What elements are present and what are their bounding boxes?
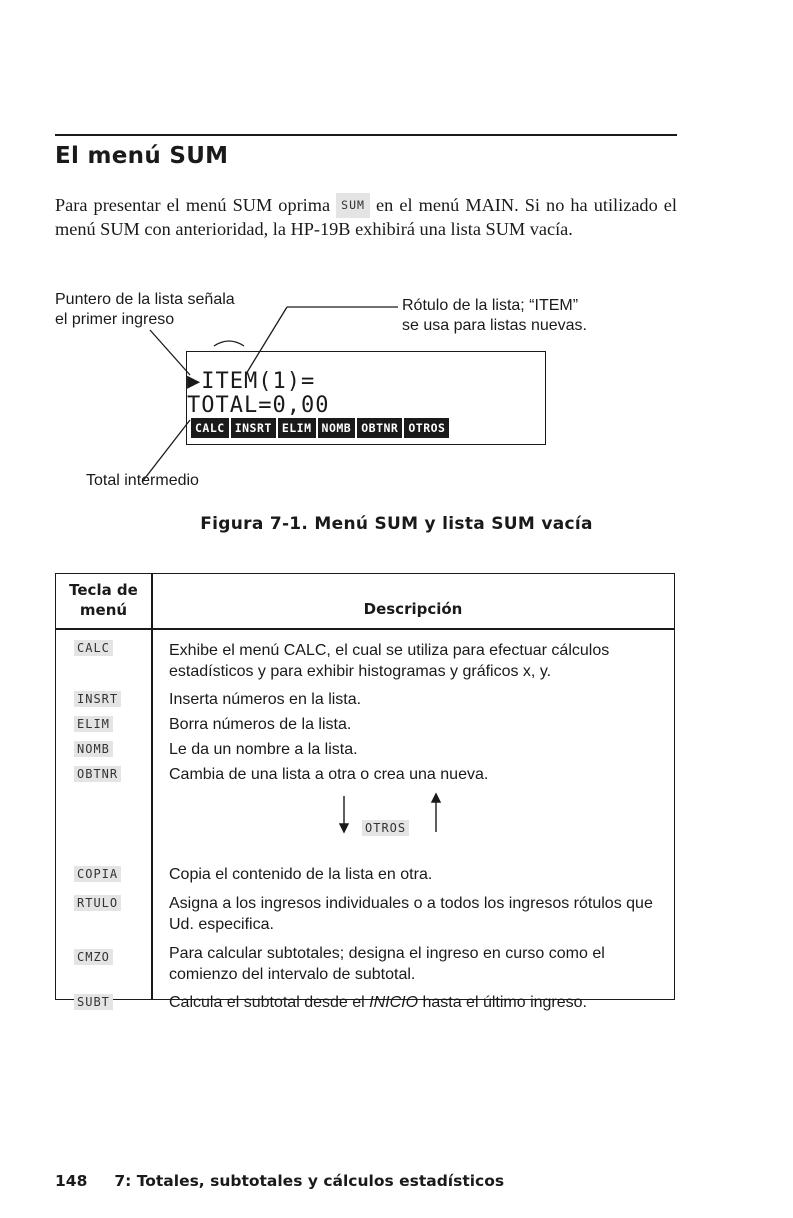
- desc-subt-part1: Calcula el subtotal desde el: [169, 994, 370, 1011]
- key-calc: CALC: [74, 640, 113, 656]
- desc-insrt: Inserta números en la lista.: [169, 691, 362, 708]
- key-cmzo: CMZO: [74, 949, 113, 965]
- title-leader-diagonal: [246, 307, 287, 374]
- sum-key: SUM: [336, 193, 370, 218]
- menu-key-elim[interactable]: ELIM: [278, 418, 316, 438]
- desc-elim: Borra números de la lista.: [169, 716, 352, 733]
- desc-copia: Copia el contenido de la lista en otra.: [169, 866, 433, 883]
- up-arrow-icon: [432, 794, 440, 802]
- intro-text-1: Para presentar el menú SUM oprima: [55, 195, 337, 215]
- page-footer: [55, 1172, 504, 1190]
- key-obtnr: OBTNR: [74, 766, 121, 782]
- desc-nomb: Le da un nombre a la lista.: [169, 741, 358, 758]
- menu-key-table: [55, 573, 675, 1011]
- header-menu-key-line2: menú: [79, 601, 128, 619]
- figure-caption: Figura 7-1. Menú SUM y lista SUM vacía: [200, 514, 593, 534]
- lcd-line-total: TOTAL=0,00: [187, 393, 330, 418]
- desc-cmzo: Para calcular subtotales; designa el ingreso en curso como el comienzo del intervalo de subtotal.: [169, 945, 605, 983]
- key-subt: SUBT: [74, 994, 113, 1010]
- desc-obtnr: Cambia de una lista a otra o crea una nueva.: [169, 766, 489, 783]
- pointer-label-line2: el primer ingreso: [55, 311, 175, 328]
- page-number: 148: [55, 1172, 88, 1190]
- title-brace: [214, 341, 244, 346]
- desc-subt-italic: INICIO: [369, 994, 419, 1011]
- total-leader-line: [142, 420, 190, 482]
- menu-key-otros[interactable]: OTROS: [404, 418, 449, 438]
- chapter-title: 7: Totales, subtotales y cálculos estadísticos: [114, 1172, 505, 1190]
- desc-subt: [169, 992, 664, 1013]
- menu-key-calc[interactable]: CALC: [191, 418, 229, 438]
- intro-text-2: en el menú MAIN. Si no ha utilizado el menú SUM con anterioridad, la HP-19B exhibirá una lista SUM vacía.: [55, 195, 677, 239]
- menu-key-obtnr[interactable]: OBTNR: [357, 418, 402, 438]
- desc-subt-part2: hasta el último ingreso.: [418, 994, 587, 1011]
- menu-key-nomb[interactable]: NOMB: [318, 418, 356, 438]
- menu-key-insrt[interactable]: INSRT: [231, 418, 276, 438]
- key-elim: ELIM: [74, 716, 113, 732]
- key-nomb: NOMB: [74, 741, 113, 757]
- list-title-label-line2: se usa para listas nuevas.: [402, 317, 587, 334]
- desc-calc: Exhibe el menú CALC, el cual se utiliza para efectuar cálculos estadísticos y para exhibir histogramas y gráficos x, y.: [169, 642, 610, 680]
- key-rtulo: RTULO: [74, 895, 121, 911]
- pointer-leader-line: [150, 330, 190, 375]
- header-menu-key-line1: Tecla de: [69, 581, 138, 599]
- section-title: El menú SUM: [55, 143, 229, 169]
- down-arrow-icon: [340, 824, 348, 832]
- header-menu-key: [56, 580, 151, 620]
- table-column-divider: [151, 574, 153, 999]
- key-copia: COPIA: [74, 866, 121, 882]
- lcd-line-item: ▶ITEM(1)=: [187, 369, 316, 394]
- desc-rtulo: Asigna a los ingresos individuales o a todos los ingresos rótulos que Ud. especifica.: [169, 895, 653, 933]
- subtotal-label: Total intermedio: [86, 472, 199, 489]
- pointer-label-line1: Puntero de la lista señala: [55, 291, 235, 308]
- key-otros: OTROS: [362, 820, 409, 836]
- list-title-label-line1: Rótulo de la lista; “ITEM”: [402, 297, 579, 314]
- table-header-divider: [56, 628, 674, 630]
- key-insrt: INSRT: [74, 691, 121, 707]
- header-description: Descripción: [363, 600, 463, 618]
